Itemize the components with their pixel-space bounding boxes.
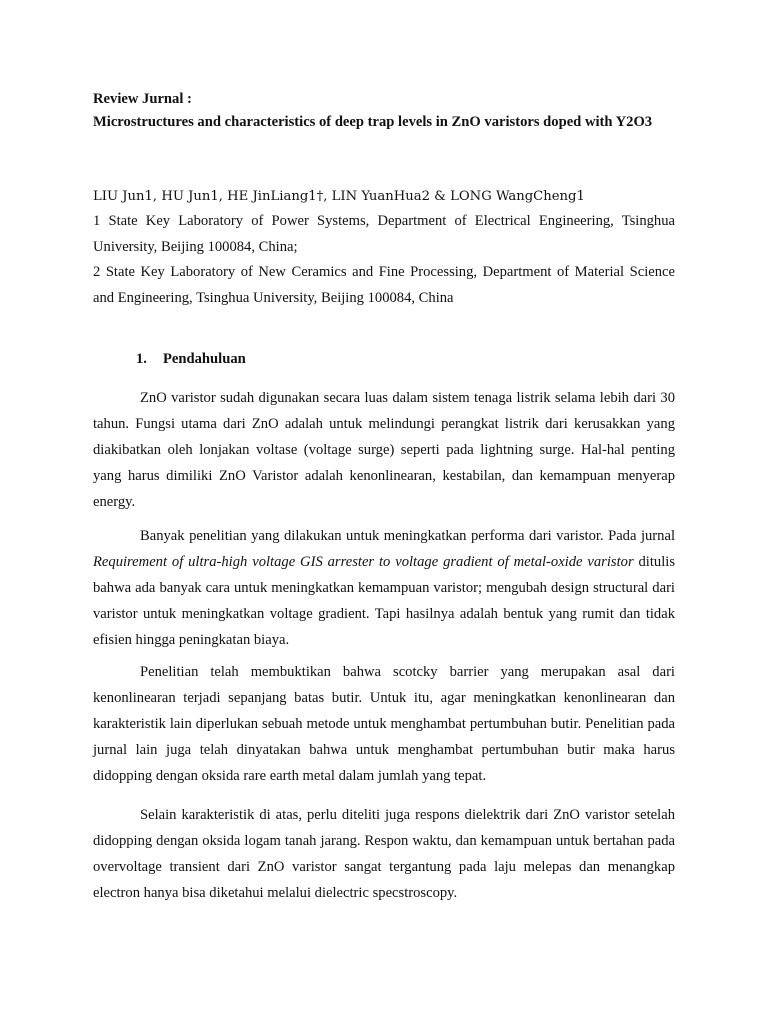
cited-journal-title: Requirement of ultra-high voltage GIS arrester to voltage gradient of metal-oxide varistor bbox=[93, 554, 634, 570]
paragraph-2-text-start: Banyak penelitian yang dilakukan untuk meningkatkan performa dari varistor. Pada jurnal bbox=[140, 528, 675, 544]
review-label: Review Jurnal : bbox=[93, 91, 192, 107]
section-title: Pendahuluan bbox=[163, 351, 246, 367]
affiliation-2: 2 State Key Laboratory of New Ceramics and Fine Processing, Department of Material Science and Engineering, Tsinghua University, Beijing 100084, China bbox=[93, 264, 675, 306]
author-list: LIU Jun1, HU Jun1, HE JinLiang1†, LIN YuanHua2 & LONG WangCheng1 bbox=[93, 189, 585, 204]
paragraph-4: Selain karakteristik di atas, perlu diteliti juga respons dielektrik dari ZnO varistor setelah didopping dengan oksida logam tanah jarang. Respon waktu, dan kemampuan untuk bertahan pada overvoltage transient dari ZnO varistor sangat tergantung pada laju melepas dan menangkap electron hanya bisa diketahui melalui dielectric specstroscopy. bbox=[93, 807, 675, 901]
affiliation-1: 1 State Key Laboratory of Power Systems, Department of Electrical Engineering, Tsinghua University, Beijing 100084, China; bbox=[93, 213, 675, 255]
paragraph-1: ZnO varistor sudah digunakan secara luas dalam sistem tenaga listrik selama lebih dari 30 tahun. Fungsi utama dari ZnO adalah untuk melindungi perangkat listrik dari kerusakkan yang diakibatkan oleh lonjakan voltase (voltage surge) seperti pada lightning surge. Hal-hal penting yang harus dimiliki ZnO Varistor adalah kenonlinearan, kestabilan, dan kemampuan menyerap energy. bbox=[93, 390, 675, 510]
paragraph-2 bbox=[93, 523, 675, 653]
paper-title: Microstructures and characteristics of deep trap levels in ZnO varistors doped with Y2O3 bbox=[93, 114, 653, 130]
paragraph-3: Penelitian telah membuktikan bahwa scotcky barrier yang merupakan asal dari kenonlinearan terjadi sepanjang batas butir. Untuk itu, agar meningkatkan kenonlinearan dan karakteristik lain diperlukan sebuah metode untuk menghambat pertumbuhan butir. Penelitian pada jurnal lain juga telah dinyatakan bahwa untuk menghambat pertumbuhan butir maka harus didopping dengan oksida rare earth metal dalam jumlah yang tepat. bbox=[93, 664, 675, 784]
paragraph-2-text-end: ditulis bahwa ada banyak cara untuk meningkatkan kemampuan varistor; mengubah design structural dari varistor untuk meningkatkan voltage gradient. Tapi hasilnya adalah bentuk yang rumit dan tidak efisien hingga peningkatan biaya. bbox=[93, 554, 675, 648]
section-heading bbox=[136, 346, 246, 372]
section-number: 1. bbox=[136, 351, 147, 367]
